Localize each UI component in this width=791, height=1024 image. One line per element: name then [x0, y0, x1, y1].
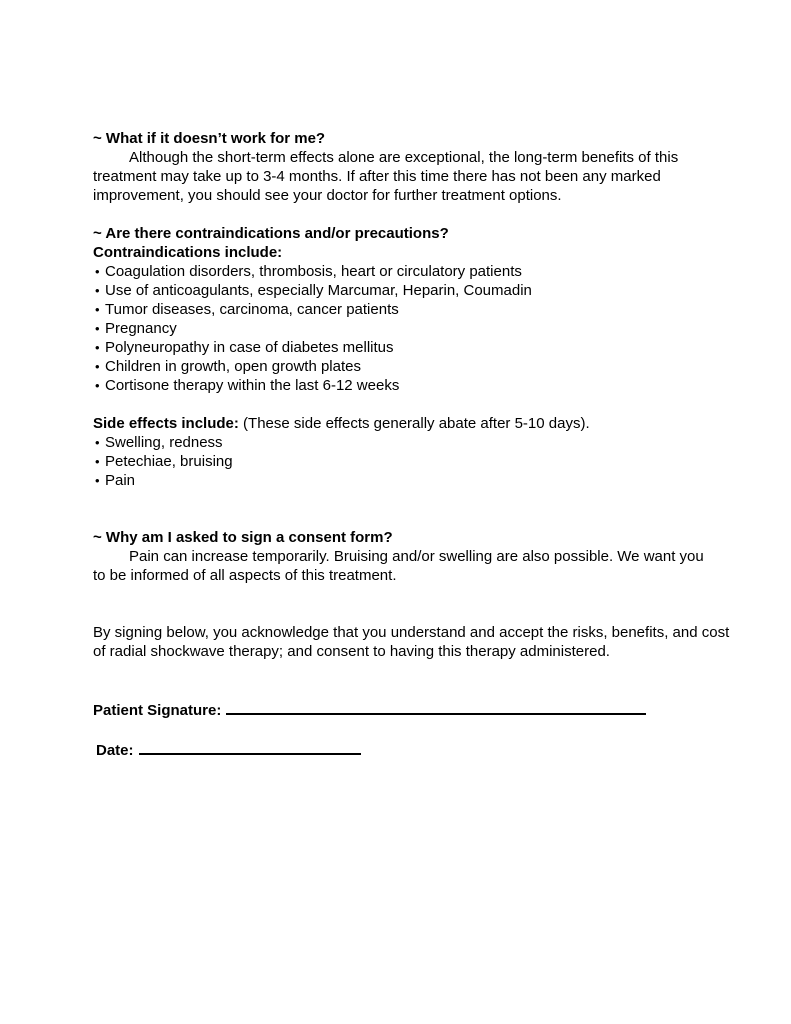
section-spacer	[93, 585, 705, 623]
paragraph-line: improvement, you should see your doctor for further treatment options.	[93, 187, 562, 204]
side-effects-heading	[93, 414, 705, 433]
bullet-text: Swelling, redness	[105, 434, 223, 451]
bullet-icon: •	[95, 454, 100, 469]
paragraph-line: By signing below, you acknowledge that you understand and accept the risks, benefits, and cost	[93, 624, 730, 641]
bullet-item	[93, 281, 705, 300]
contraindications-subheading: Contraindications include:	[93, 244, 283, 261]
patient-signature-label: Patient Signature:	[93, 702, 222, 719]
bullet-text: Pain	[105, 472, 136, 489]
bullet-item	[93, 433, 705, 452]
consent-paragraph	[93, 547, 705, 585]
section-spacer	[93, 661, 705, 699]
section-spacer	[93, 205, 705, 224]
bullet-item	[93, 319, 705, 338]
date-line[interactable]	[139, 739, 361, 755]
bullet-text: Cortisone therapy within the last 6-12 weeks	[105, 377, 400, 394]
bullet-item	[93, 357, 705, 376]
bullet-item	[93, 338, 705, 357]
side-effects-label: Side effects include:	[93, 415, 239, 432]
bullet-text: Children in growth, open growth plates	[105, 358, 361, 375]
bullet-icon: •	[95, 359, 100, 374]
paragraph-line: Pain can increase temporarily. Bruising and/or swelling are also possible. We want you	[129, 548, 704, 565]
contraindications-heading: ~ Are there contraindications and/or precautions?	[93, 225, 449, 242]
bullet-icon: •	[95, 264, 100, 279]
paragraph-line: of radial shockwave therapy; and consent to having this therapy administered.	[93, 643, 610, 660]
bullet-item	[93, 300, 705, 319]
bullet-text: Pregnancy	[105, 320, 177, 337]
bullet-item	[93, 262, 705, 281]
paragraph-line: to be informed of all aspects of this treatment.	[93, 567, 397, 584]
paragraph-line: treatment may take up to 3-4 months. If after this time there has not been any marked	[93, 168, 661, 185]
section-spacer	[93, 490, 705, 528]
date-row	[96, 739, 705, 760]
bullet-item	[93, 452, 705, 471]
what-if-paragraph	[93, 148, 705, 205]
bullet-icon: •	[95, 378, 100, 393]
bullet-icon: •	[95, 302, 100, 317]
bullet-icon: •	[95, 321, 100, 336]
bullet-text: Polyneuropathy in case of diabetes mellitus	[105, 339, 394, 356]
contraindications-list	[93, 262, 705, 395]
bullet-icon: •	[95, 283, 100, 298]
bullet-text: Tumor diseases, carcinoma, cancer patients	[105, 301, 399, 318]
bullet-item	[93, 376, 705, 395]
acknowledgment-paragraph	[93, 623, 730, 661]
bullet-text: Use of anticoagulants, especially Marcumar, Heparin, Coumadin	[105, 282, 532, 299]
side-effects-list	[93, 433, 705, 490]
bullet-icon: •	[95, 435, 100, 450]
what-if-heading: ~ What if it doesn’t work for me?	[93, 130, 326, 147]
bullet-text: Petechiae, bruising	[105, 453, 233, 470]
section-spacer	[93, 720, 705, 739]
side-effects-note: (These side effects generally abate after 5-10 days).	[238, 415, 590, 432]
patient-signature-line[interactable]	[226, 699, 646, 715]
bullet-text: Coagulation disorders, thrombosis, heart or circulatory patients	[105, 263, 522, 280]
consent-heading: ~ Why am I asked to sign a consent form?	[93, 529, 393, 546]
bullet-item	[93, 471, 705, 490]
bullet-icon: •	[95, 340, 100, 355]
section-spacer	[93, 395, 705, 414]
bullet-icon: •	[95, 473, 100, 488]
date-label: Date:	[96, 742, 134, 759]
paragraph-line: Although the short-term effects alone are exceptional, the long-term benefits of this	[129, 149, 679, 166]
patient-signature-row	[93, 699, 705, 720]
